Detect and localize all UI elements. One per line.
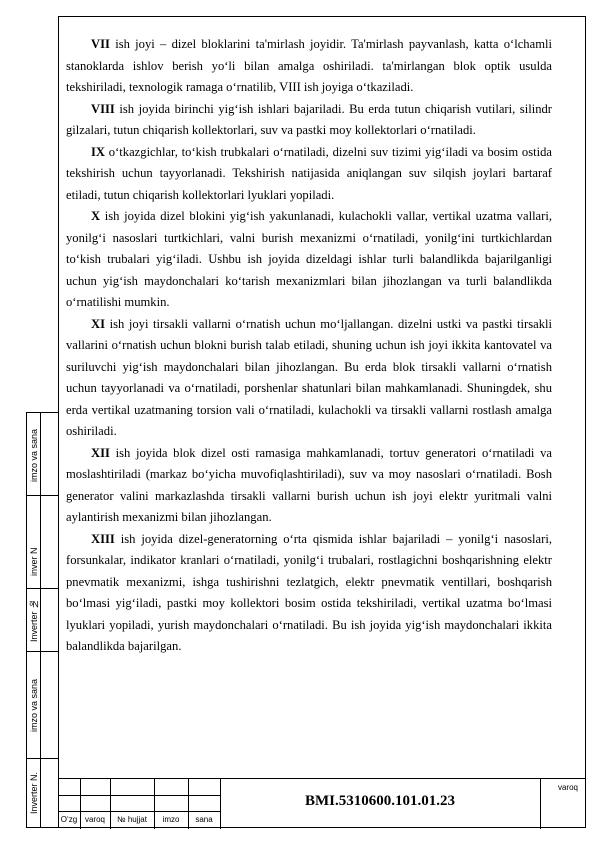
side-label-inverter-number: Inverter № [29,598,39,642]
sheet-divider [540,779,541,829]
column-label-varoq: varoq [84,815,105,824]
paragraph-lead: XIII [91,531,115,546]
paragraph-lead: X [91,209,101,223]
paragraph-text: ish joyida birinchi yig‘ish ishlari bajariladi. Bu erda tutun chiqarish vutilari, silindr gilzalari, tutun chiqarish kollektorlari, suv va pastki moy kollektorlari o‘rnatiladi. [66,101,552,137]
title-block-grid [58,779,220,829]
paragraph-text: ish joyida blok dizel osti ramasiga mahkamlanadi, tortuv generatori o‘rnatiladi va moslashtiriladi (markaz bo‘yicha muvofiqlashtiriladi), suv va moy nasoslari o‘rnatiladi. Bosh generator valini markazlashda tirsakli vallarni burish uchun ish joyi elektr yuritmali valni aylantirish mexanizmi bilan jihozlangan. [66,445,552,524]
paragraph-lead: VIII [91,101,115,116]
sheet-label: varoq [557,783,578,792]
column-label-sana: sana [195,815,213,824]
side-label-imzo-sana-bottom: imzo va sana [29,678,39,732]
paragraph-lead: XI [91,316,105,331]
paragraph-viii [66,99,552,142]
paragraph-xii [66,443,552,529]
paragraph-lead: IX [91,144,105,159]
paragraph-text: ish joyida dizel blokini yig‘ish yakunlanadi, kulachokli vallar, vertikal uzatma vallari, yonilg‘i nasoslari turtkichlari, valni burish mexanizmi o‘rnatiladi, yonilg‘ini turtkichlardan to‘kish trubalari yig‘iladi. Ushbu ish joyida dizeldagi ishlar turli balandlikda bajarilganligi uchun yig‘ish maydonchalari ko‘tarish mexanizmlari bilan jihozlangan va turli balandlikda o‘rnatilishi mumkin. [66,209,552,309]
paragraph-text: ish joyi tirsakli vallarni o‘rnatish uchun mo‘ljallangan. dizelni ustki va pastki tirsakli vallarini o‘rnatish uchun blokni burish talab etiladi, shuning uchun ish joyi ikkita kantovatel va suriluvchi yig‘ish maydonchalari bilan jihozlangan. Bu erda blok tirsakli vallarni o‘rnatish uchun tayyorlanadi va o‘rnatiladi, porshenlar shatunlari bilan mahkamlanadi. Shuningdek, shu erda vertikal uzatmaning torsion vali o‘rnatiladi, kulachokli va tirsakli vallarni rostlash amalga oshiriladi. [66,316,552,438]
paragraph-xiii [66,529,552,658]
paragraph-text: ish joyi – dizel bloklarini ta'mirlash joyidir. Ta'mirlash payvanlash, katta o‘lchamli stanoklarda ishlov berish yo‘li bilan amalga oshiriladi. ta'mirlangan blok optik usulda tekshiriladi, texnologik ramaga o‘rnatilib, VIII ish joyiga o‘tkaziladi. [66,37,552,94]
column-label-hujjat: № hujjat [117,815,147,824]
paragraph-x [66,206,552,314]
column-label-ozg: O‘zg [60,815,78,824]
paragraph-lead: VII [91,37,110,51]
side-row-divider [27,495,58,496]
paragraph-ix [66,142,552,207]
side-row-divider [27,651,58,652]
document-code: BMI.5310600.101.01.23 [305,793,455,809]
document-body [66,34,552,658]
grid-line [58,811,220,812]
paragraph-text: o‘tkazgichlar, to‘kish trubkalari o‘rnatiladi, dizelni suv tizimi yig‘iladi va bosim ostida tekshirish uchun tayyorlanadi. Tekshirish natijasida aniqlangan suv silqish joylari bartaraf etiladi, tutun chiqarish kollektorlari lyuklari yopiladi. [66,144,552,202]
paragraph-vii [66,34,552,99]
grid-line [58,795,220,796]
paragraph-lead: XII [91,445,110,460]
side-label-inverter-n: Inverter N. [29,772,39,815]
column-label-imzo: imzo [162,815,180,824]
side-label-imzo-sana-top: imzo va sana [29,428,39,482]
side-label-inver-n: inver N [29,547,39,577]
paragraph-text: ish joyida dizel-generatorning o‘rta qismida ishlar bajariladi – yonilg‘i nasoslari, forsunkalar, indikator kranlari o‘rnatiladi, yonilg‘i trubalari, rostlagichni boshqarishning elektr pnevmatik mexanizmi, ishga tushirishni tezlatgich, elektr pnevmatik ventillari, boshqarish bo‘lmasi yig‘iladi, pastki moy kollektori bosim ostida tekshiriladi, vertikal uzatma bo‘lmasi lyuklari yopiladi, yurish maydonchalari o‘rnatiladi. Bu ish joyida yig‘ish maydonchalari ikkita balandlikda bajarilgan. [66,531,552,653]
title-block [58,778,586,828]
paragraph-xi [66,314,552,443]
side-stamp-column [26,412,58,828]
